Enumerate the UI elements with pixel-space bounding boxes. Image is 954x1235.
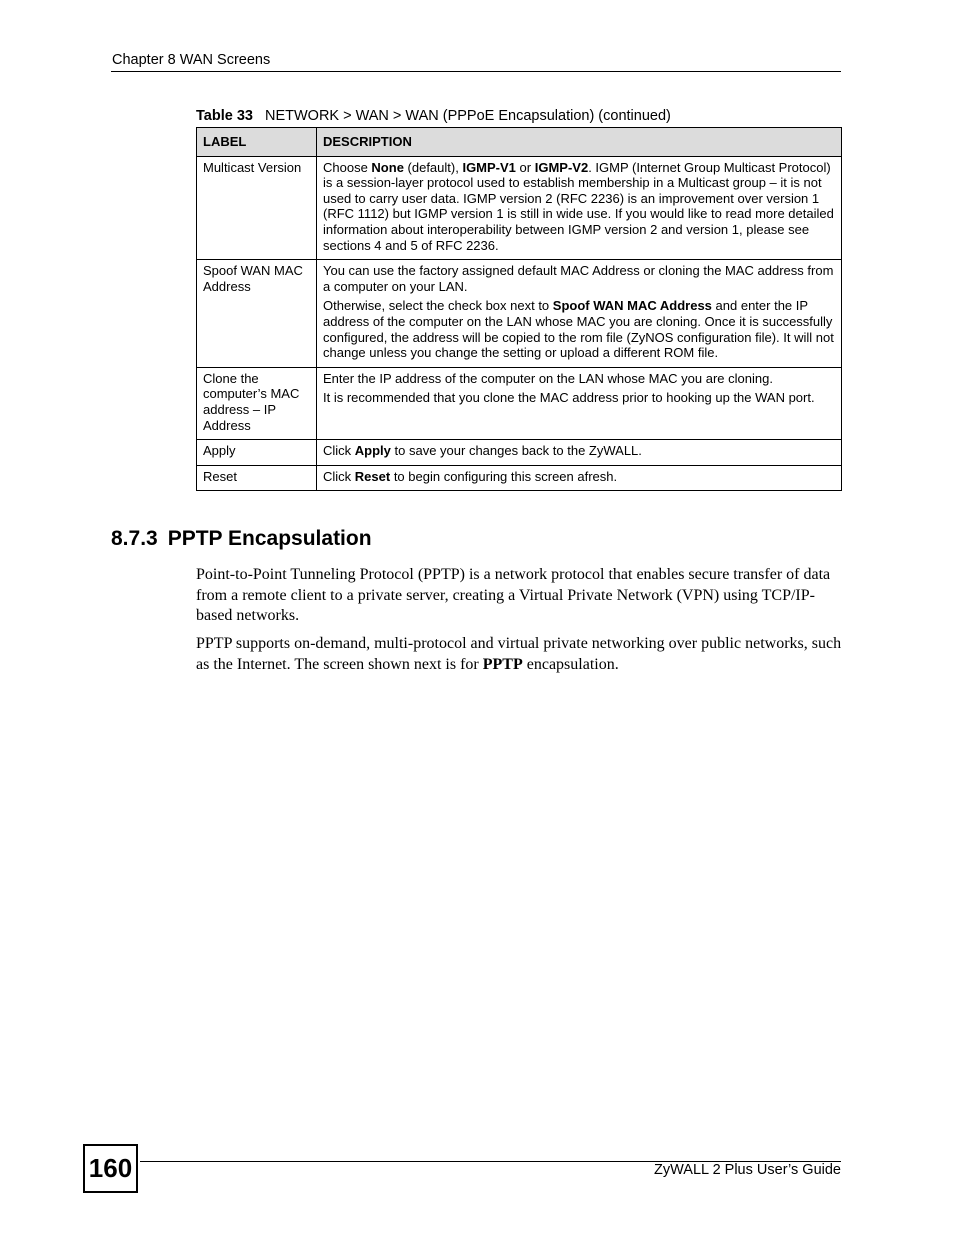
emphasis-term: PPTP	[482, 655, 523, 673]
row-label: Spoof WAN MAC Address	[197, 260, 317, 368]
table-header-row	[197, 128, 842, 157]
body-paragraph: Point-to-Point Tunneling Protocol (PPTP) is a network protocol that enables secure transfer of data from a remote client to a private server, creating a Virtual Private Network (VPN) using TCP/IP-based networks.	[196, 566, 831, 624]
table-row	[197, 465, 842, 491]
option-name: None	[371, 159, 404, 175]
row-description	[317, 367, 842, 439]
text-run: Otherwise, select the check box next to	[323, 298, 553, 314]
text-run: Choose	[323, 159, 372, 175]
description-table	[196, 127, 842, 491]
header-divider	[111, 71, 841, 72]
option-name: Spoof WAN MAC Address	[552, 298, 712, 314]
description-paragraph: Enter the IP address of the computer on the LAN whose MAC you are cloning.	[323, 370, 773, 386]
text-run: and enter the IP address of the computer on the LAN whose MAC you are cloning. Once it is successfully configured, the address will be copied to the rom file (ZyNOS configuration file). It will not change unless you change the setting or upload a different ROM file.	[323, 298, 834, 361]
chapter-header: Chapter 8 WAN Screens	[112, 52, 271, 68]
column-header-description: DESCRIPTION	[317, 128, 842, 157]
column-header-label: LABEL	[197, 128, 317, 157]
table-caption	[196, 108, 671, 124]
table-caption-label: Table 33	[196, 108, 253, 124]
body-paragraph	[196, 634, 842, 675]
text-run: PPTP supports on-demand, multi-protocol and virtual private networking over public networks, such as the Internet. The screen shown next is for	[196, 635, 842, 673]
option-name: Apply	[354, 443, 391, 459]
description-paragraph	[323, 160, 835, 254]
section-title: PPTP Encapsulation	[167, 527, 372, 550]
text-run: Click	[323, 443, 355, 459]
option-name: IGMP-V1	[462, 159, 516, 175]
text-run: to save your changes back to the ZyWALL.	[390, 443, 642, 459]
text-run: Click	[323, 468, 355, 484]
text-run: (default),	[403, 159, 463, 175]
description-paragraph: It is recommended that you clone the MAC address prior to hooking up the WAN port.	[323, 390, 815, 406]
row-label: Apply	[197, 440, 317, 466]
table-row	[197, 440, 842, 466]
page-number: 160	[83, 1144, 138, 1193]
section-number: 8.7.3	[111, 527, 158, 550]
table-row	[197, 156, 842, 260]
table-caption-text: NETWORK > WAN > WAN (PPPoE Encapsulation) (continued)	[264, 108, 671, 124]
row-description	[317, 260, 842, 368]
row-description	[317, 440, 842, 466]
row-label: Multicast Version	[197, 156, 317, 260]
description-paragraph: You can use the factory assigned default MAC Address or cloning the MAC address from a computer on your LAN.	[323, 263, 834, 294]
description-paragraph	[323, 469, 835, 485]
guide-title: ZyWALL 2 Plus User’s Guide	[654, 1162, 841, 1178]
description-paragraph	[323, 443, 835, 459]
option-name: IGMP-V2	[534, 159, 589, 175]
section-heading	[111, 527, 372, 551]
text-run: to begin configuring this screen afresh.	[390, 468, 618, 484]
description-paragraph	[323, 298, 835, 360]
text-run: or	[515, 159, 535, 175]
text-run: . IGMP (Internet Group Multicast Protocol) is a session-layer protocol used to establish membership in a Multicast group – it is not used to carry user data. IGMP version 2 (RFC 2236) is an improvement over version 1 (RFC 1112) but IGMP version 1 is still in wide use. If you would like to read more detailed information about interoperability between IGMP version 2 and version 1, please see sections 4 and 5 of RFC 2236.	[323, 159, 834, 253]
table-row	[197, 367, 842, 439]
row-description	[317, 156, 842, 260]
row-description	[317, 465, 842, 491]
option-name: Reset	[354, 468, 391, 484]
table-row	[197, 260, 842, 368]
row-label: Clone the computer’s MAC address – IP Address	[197, 367, 317, 439]
text-run: encapsulation.	[522, 655, 619, 673]
row-label: Reset	[197, 465, 317, 491]
